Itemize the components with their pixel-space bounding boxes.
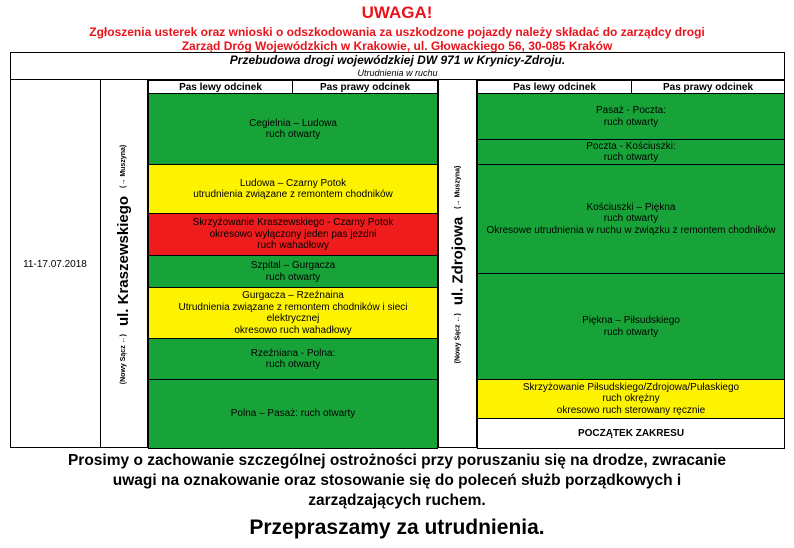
- right-segment-line: Kościuszki – Piękna: [586, 201, 676, 213]
- right-segment-line: Pasaż - Poczta:: [595, 105, 667, 116]
- right-segment-1: [477, 93, 785, 140]
- footer-text: [0, 451, 794, 511]
- right-segment-4: [477, 273, 785, 380]
- right-segment-5: [477, 379, 785, 419]
- right-segment-line: ruch otwarty: [603, 326, 659, 338]
- right-segment-line: Poczta - Kościuszki:: [586, 140, 676, 152]
- left-segment-text: [153, 290, 433, 336]
- notice-line-1: Zgłoszenia usterek oraz wnioski o odszkodowania za uszkodzone pojazdy należy składać do zarządcy drogi: [89, 25, 705, 39]
- left-segment-line: Utrudnienia związane z remontem chodników i sieci elektrycznej: [178, 301, 408, 324]
- right-segment-line: Piękna – Piłsudskiego: [582, 315, 680, 326]
- left-segment-line: okresowo wyłączony jeden pas jezdni: [209, 228, 377, 240]
- footer-line-2: uwagi na oznakowanie oraz stosowanie się do poleceń służb porządkowych i: [112, 472, 682, 489]
- left-segment-1: [148, 93, 438, 165]
- right-street-name: ul. Zdrojowa: [449, 216, 467, 305]
- date-cell: [10, 80, 101, 448]
- date-label: 11-17.07.2018: [23, 258, 87, 270]
- left-street-to: (→ Muszyna): [120, 144, 128, 188]
- right-segment-text: [582, 315, 680, 338]
- left-segment-line: Cegielnia – Ludowa: [249, 117, 337, 129]
- right-segment-text: [578, 428, 684, 440]
- left-segment-4: [148, 255, 438, 288]
- footer-line-3: zarządzających ruchem.: [308, 492, 486, 509]
- left-segment-text: [193, 178, 393, 201]
- notice-line-2: Zarząd Dróg Wojewódzkich w Krakowie, ul. Głowackiego 56, 30-085 Kraków: [181, 39, 613, 53]
- right-segment-2: [477, 139, 785, 165]
- right-col-right-header: Pas prawy odcinek: [631, 80, 785, 94]
- right-segment-3: [477, 164, 785, 274]
- left-segment-text: [251, 348, 336, 371]
- left-segment-text: [193, 217, 394, 252]
- left-segment-line: Rzeźniana - Polna:: [250, 347, 336, 359]
- right-segment-line: ruch otwarty: [603, 116, 659, 128]
- right-segment-line: okresowo ruch sterowany ręcznie: [556, 404, 706, 416]
- footer-line-1: Prosimy o zachowanie szczególnej ostrożności przy poruszaniu się na drodze, zwracanie: [67, 452, 727, 469]
- left-segment-line: ruch wahadłowy: [257, 240, 329, 252]
- left-segment-text: [231, 408, 356, 420]
- right-street-from: (Nowy Sącz ←): [454, 312, 462, 363]
- right-segment-line: ruch okrężny: [602, 393, 660, 405]
- left-segment-line: utrudnienia związane z remontem chodników: [193, 189, 393, 200]
- right-segment-line: ruch otwarty: [603, 152, 659, 163]
- right-segment-text: [523, 382, 739, 417]
- right-segment-text: [486, 202, 775, 237]
- right-street-to: (→ Muszyna): [454, 165, 462, 209]
- right-segment-line: Skrzyżowanie Piłsudskiego/Zdrojowa/Pułaskiego: [522, 381, 740, 393]
- right-street-label: [438, 80, 477, 448]
- left-street-name: ul. Kraszewskiego: [115, 195, 133, 326]
- table-title: Przebudowa drogi wojewódzkiej DW 971 w Krynicy-Zdroju.: [229, 53, 566, 67]
- left-col-left-header: Pas lewy odcinek: [148, 80, 293, 94]
- apology-text: Przepraszamy za utrudnienia.: [249, 516, 545, 539]
- left-street-from: (Nowy Sącz ←): [120, 333, 128, 384]
- right-col-left-header: Pas lewy odcinek: [477, 80, 632, 94]
- left-segment-7: [148, 379, 438, 449]
- right-segment-line: POCZĄTEK ZAKRESU: [577, 427, 685, 439]
- left-segment-line: ruch otwarty: [265, 271, 321, 283]
- right-segment-line: ruch otwarty: [603, 213, 659, 225]
- left-segment-line: Skrzyżowanie Kraszewskiego - Czarny Potok: [192, 217, 394, 229]
- left-segment-line: Gurgacza – Rzeźnaina: [242, 290, 344, 301]
- left-segment-text: [249, 118, 337, 141]
- left-segment-line: ruch otwarty: [265, 129, 321, 140]
- right-segment-line: Okresowe utrudnienia w ruchu w związku z remontem chodników: [486, 224, 776, 236]
- left-segment-5: [148, 287, 438, 339]
- right-segment-6: [477, 418, 785, 449]
- left-segment-3: [148, 213, 438, 256]
- left-street-label: [101, 80, 148, 448]
- right-segment-text: [586, 141, 675, 164]
- left-segment-line: Szpital – Gurgacza: [250, 260, 336, 271]
- left-segment-line: okresowo ruch wahadłowy: [234, 324, 352, 336]
- left-col-right-header: Pas prawy odcinek: [292, 80, 438, 94]
- left-segment-2: [148, 164, 438, 214]
- left-segment-line: ruch otwarty: [265, 359, 321, 370]
- table-subtitle: Utrudnienia w ruchu: [357, 68, 438, 78]
- left-segment-6: [148, 338, 438, 380]
- left-segment-line: Polna – Pasaż: ruch otwarty: [230, 408, 356, 420]
- notice-title: UWAGA!: [361, 3, 433, 22]
- right-segment-text: [596, 105, 666, 128]
- left-segment-text: [251, 260, 336, 283]
- left-segment-line: Ludowa – Czarny Potok: [239, 177, 347, 189]
